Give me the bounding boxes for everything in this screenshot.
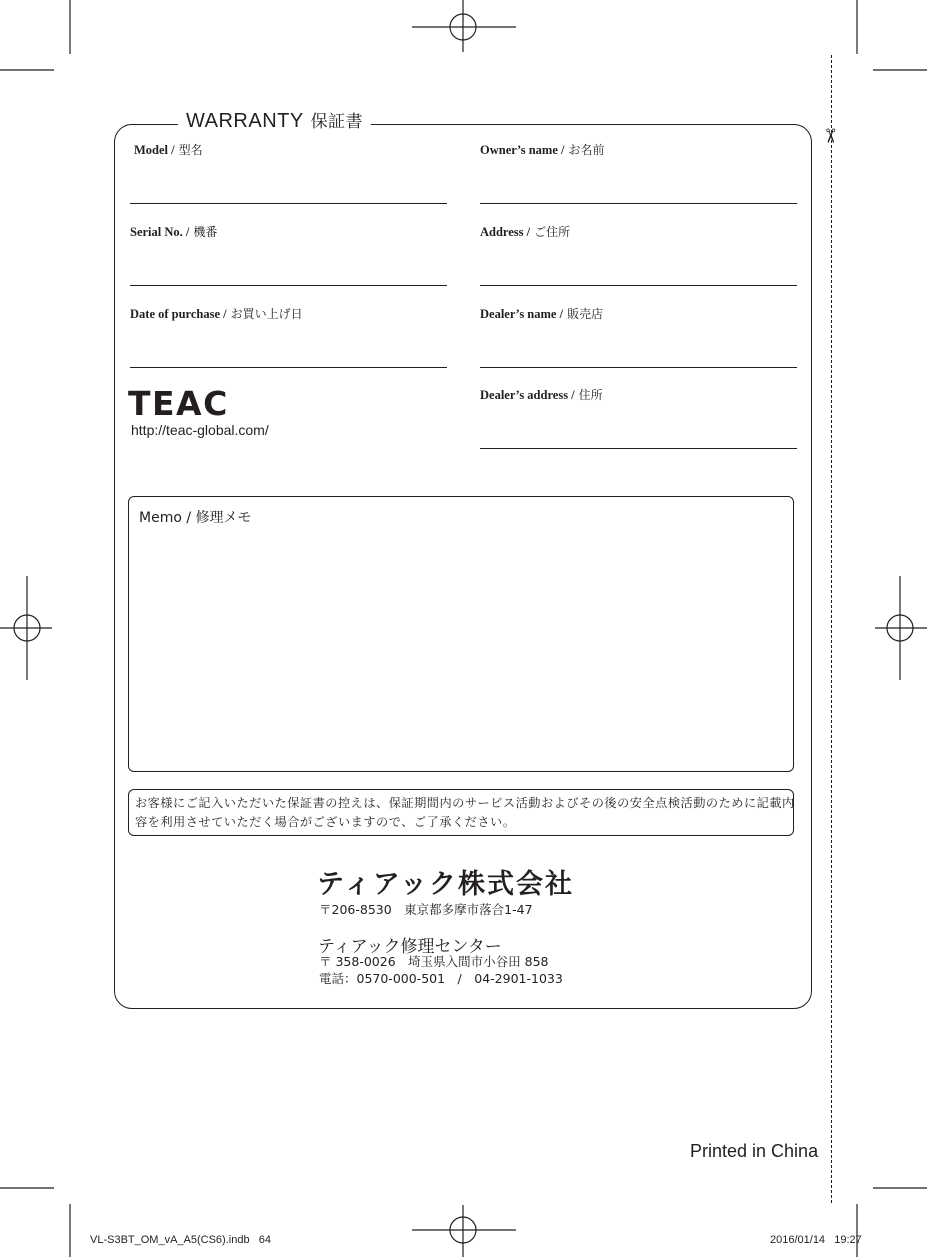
registration-mark-icon: [0, 576, 52, 680]
date-field-label: Date of purchase / お買い上げ日: [130, 307, 303, 321]
warranty-title-ja: 保証書: [310, 112, 364, 132]
serial-field-line[interactable]: [130, 285, 447, 286]
crop-mark-icon: [0, 0, 70, 70]
warranty-title: [178, 107, 371, 133]
repair-center-phone: 電話：0570-000-501 / 04-2901-1033: [319, 971, 563, 986]
address-field-line[interactable]: [480, 285, 797, 286]
registration-mark-icon: [412, 1205, 516, 1257]
print-date: 2016/01/14 19:27: [770, 1234, 862, 1246]
company-address: 〒206-8530 東京都多摩市落合1-47: [319, 902, 533, 917]
teac-url: http://teac-global.com/: [131, 422, 269, 438]
printed-in-label: Printed in China: [690, 1141, 819, 1161]
cut-line: [831, 55, 832, 1203]
serial-field-label: Serial No. / 機番: [130, 225, 218, 239]
model-field-label: Model / 型名: [134, 143, 203, 157]
dealer-name-field-line[interactable]: [480, 367, 797, 368]
crop-mark-icon: [857, 1188, 927, 1257]
scissors-icon: ✂: [818, 127, 843, 145]
notice-text: お客様にご記入いただいた保証書の控えは、保証期間内のサービス活動およびその後の安全点検活動のために記載内容を利用させていただく場合がございますので、ご了承ください。: [135, 796, 795, 829]
repair-center-address: 〒 358-0026 埼玉県入間市小谷田 858: [319, 954, 549, 969]
file-info: VL-S3BT_OM_vA_A5(CS6).indb 64: [90, 1234, 271, 1246]
date-field-line[interactable]: [130, 367, 447, 368]
repair-center-name: ティアック修理センター: [318, 937, 502, 957]
registration-mark-icon: [412, 0, 516, 52]
memo-box[interactable]: [128, 496, 794, 772]
dealer-address-field-line[interactable]: [480, 448, 797, 449]
registration-mark-icon: [875, 576, 927, 680]
crop-mark-icon: [857, 0, 927, 70]
owner-field-line[interactable]: [480, 203, 797, 204]
model-field-line[interactable]: [130, 203, 447, 204]
dealer-address-field-label: Dealer’s address / 住所: [480, 388, 603, 402]
owner-field-label: Owner’s name / お名前: [480, 143, 605, 157]
company-name: ティアック株式会社: [317, 869, 574, 900]
teac-logo: TEAC: [128, 384, 229, 423]
crop-mark-icon: [0, 1188, 70, 1257]
address-field-label: Address / ご住所: [480, 225, 571, 239]
memo-label: Memo / 修理メモ: [139, 510, 252, 526]
dealer-name-field-label: Dealer’s name / 販売店: [480, 307, 604, 321]
warranty-title-en: WARRANTY: [186, 110, 304, 132]
